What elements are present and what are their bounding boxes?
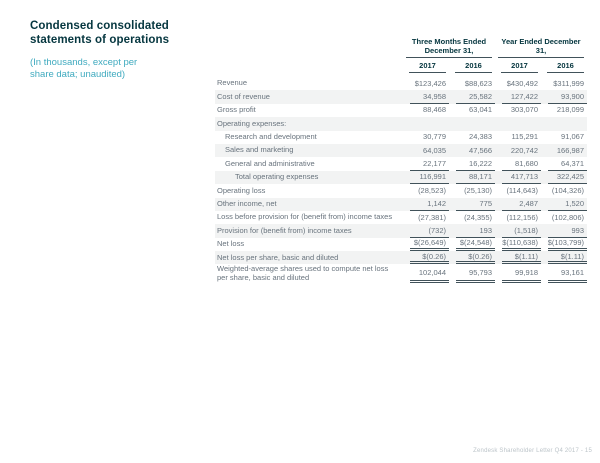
row-value: 63,041: [469, 105, 492, 115]
row-value: 220,742: [510, 145, 538, 155]
row-value: (24,355): [464, 212, 492, 222]
row-value: $311,999: [553, 78, 584, 88]
row-value: (104,326): [551, 185, 584, 195]
row-value: 64,035: [423, 145, 446, 155]
table-row: [215, 184, 587, 197]
row-value: 322,425: [548, 171, 587, 184]
row-value: $(103,799): [548, 238, 587, 251]
table-row: [215, 171, 587, 184]
row-value: 24,383: [469, 132, 492, 142]
row-value: 30,779: [423, 132, 446, 142]
row-label: Research and development: [225, 132, 317, 141]
row-value: $(0.26): [410, 251, 449, 264]
row-value: 22,177: [410, 157, 449, 170]
row-value: 102,044: [410, 264, 449, 283]
year-header: 2016: [455, 58, 492, 73]
footer-page-label: Zendesk Shareholder Letter Q4 2017 - 15: [473, 448, 592, 454]
row-value: 116,991: [410, 171, 449, 184]
row-value: $88,623: [464, 78, 492, 88]
row-label: Total operating expenses: [235, 172, 319, 182]
row-value: $(1.11): [548, 251, 587, 264]
row-value: 95,793: [456, 264, 495, 283]
row-value: 2,487: [502, 198, 541, 211]
table-row: [215, 131, 587, 144]
row-value: 1,520: [548, 198, 587, 211]
row-label: Gross profit: [217, 105, 256, 115]
row-value: 91,067: [561, 132, 584, 142]
heading-block: [30, 19, 210, 81]
row-value: (28,523): [418, 185, 446, 195]
row-value: 93,900: [548, 90, 587, 103]
row-value: 16,222: [456, 157, 495, 170]
row-value: 64,371: [548, 157, 587, 170]
row-value: 99,918: [502, 264, 541, 283]
table-row: [215, 157, 587, 170]
row-value: 88,468: [423, 105, 446, 115]
row-value: 417,713: [502, 171, 541, 184]
row-value: [410, 117, 449, 130]
table-row: [215, 198, 587, 211]
row-value: $123,426: [414, 78, 446, 88]
row-value: [502, 117, 541, 130]
table-row: [215, 251, 587, 264]
row-value: 25,582: [456, 90, 495, 103]
table-year-header-row: [215, 58, 587, 73]
statements-of-operations-table: [215, 38, 587, 283]
row-value: (114,643): [506, 185, 538, 195]
row-value: (25,130): [464, 185, 492, 195]
year-header: 2017: [409, 58, 446, 73]
row-value: (27,381): [418, 212, 446, 222]
table-group-header-row: [215, 38, 587, 58]
row-value: 88,171: [456, 171, 495, 184]
col-group-three-months: Three Months Ended December 31,: [406, 38, 492, 58]
row-value: 47,566: [469, 145, 492, 155]
row-value: 193: [456, 224, 495, 237]
page-title-line1: Condensed consolidated: [30, 20, 169, 32]
table-row: [215, 77, 587, 90]
row-label: Other income, net: [217, 198, 277, 208]
row-label: Provision for (benefit from) income taxes: [217, 225, 352, 235]
statements-table-body: [215, 77, 587, 283]
row-label: Sales and marketing: [225, 145, 294, 155]
table-row: [215, 104, 587, 117]
row-value: $(110,638): [502, 238, 541, 251]
table-row: [215, 211, 587, 224]
table-row: [215, 117, 587, 130]
row-label: Net loss per share, basic and diluted: [217, 252, 339, 262]
row-value: 775: [456, 198, 495, 211]
row-value: $(26,649): [410, 238, 449, 251]
row-label: Cost of revenue: [217, 91, 270, 101]
table-row: [215, 264, 587, 283]
row-value: 93,161: [548, 264, 587, 283]
row-label: Net loss: [217, 239, 245, 249]
row-label: Operating expenses:: [217, 118, 287, 128]
page-subtitle-line2: share data; unaudited): [30, 69, 126, 80]
year-header: 2017: [501, 58, 538, 73]
page-title: [30, 19, 210, 47]
row-label: Operating loss: [217, 185, 266, 195]
row-value: 218,099: [556, 105, 584, 115]
row-value: (112,156): [506, 212, 538, 222]
row-value: (732): [410, 224, 449, 237]
page-subtitle-line1: (In thousands, except per: [30, 57, 138, 68]
page-subtitle: [30, 57, 210, 81]
table-row: [215, 238, 587, 251]
row-label: Weighted-average shares used to compute net loss per share, basic and diluted: [217, 264, 389, 282]
row-value: $(24,548): [456, 238, 495, 251]
row-value: 81,680: [502, 157, 541, 170]
row-value: 303,070: [510, 105, 538, 115]
table-row: [215, 144, 587, 157]
year-header: 2016: [547, 58, 584, 73]
table-row: [215, 224, 587, 237]
row-value: 115,291: [511, 132, 538, 142]
row-value: 166,987: [556, 145, 584, 155]
row-value: (102,806): [551, 212, 584, 222]
row-label: Revenue: [217, 78, 248, 88]
row-value: 1,142: [410, 198, 449, 211]
row-value: [548, 117, 587, 130]
row-value: $430,492: [506, 78, 538, 88]
row-label: General and administrative: [225, 158, 315, 168]
row-value: 127,422: [502, 90, 541, 103]
col-group-year-ended: Year Ended December 31,: [498, 38, 584, 58]
row-value: $(0.26): [456, 251, 495, 264]
table-row: [215, 90, 587, 103]
row-value: [456, 117, 495, 130]
row-value: 993: [548, 224, 587, 237]
row-value: 34,958: [410, 90, 449, 103]
row-value: (1,518): [502, 224, 541, 237]
row-value: $(1.11): [502, 251, 541, 264]
row-label: Loss before provision for (benefit from) income taxes: [217, 212, 393, 222]
page-title-line2: statements of operations: [30, 34, 170, 46]
